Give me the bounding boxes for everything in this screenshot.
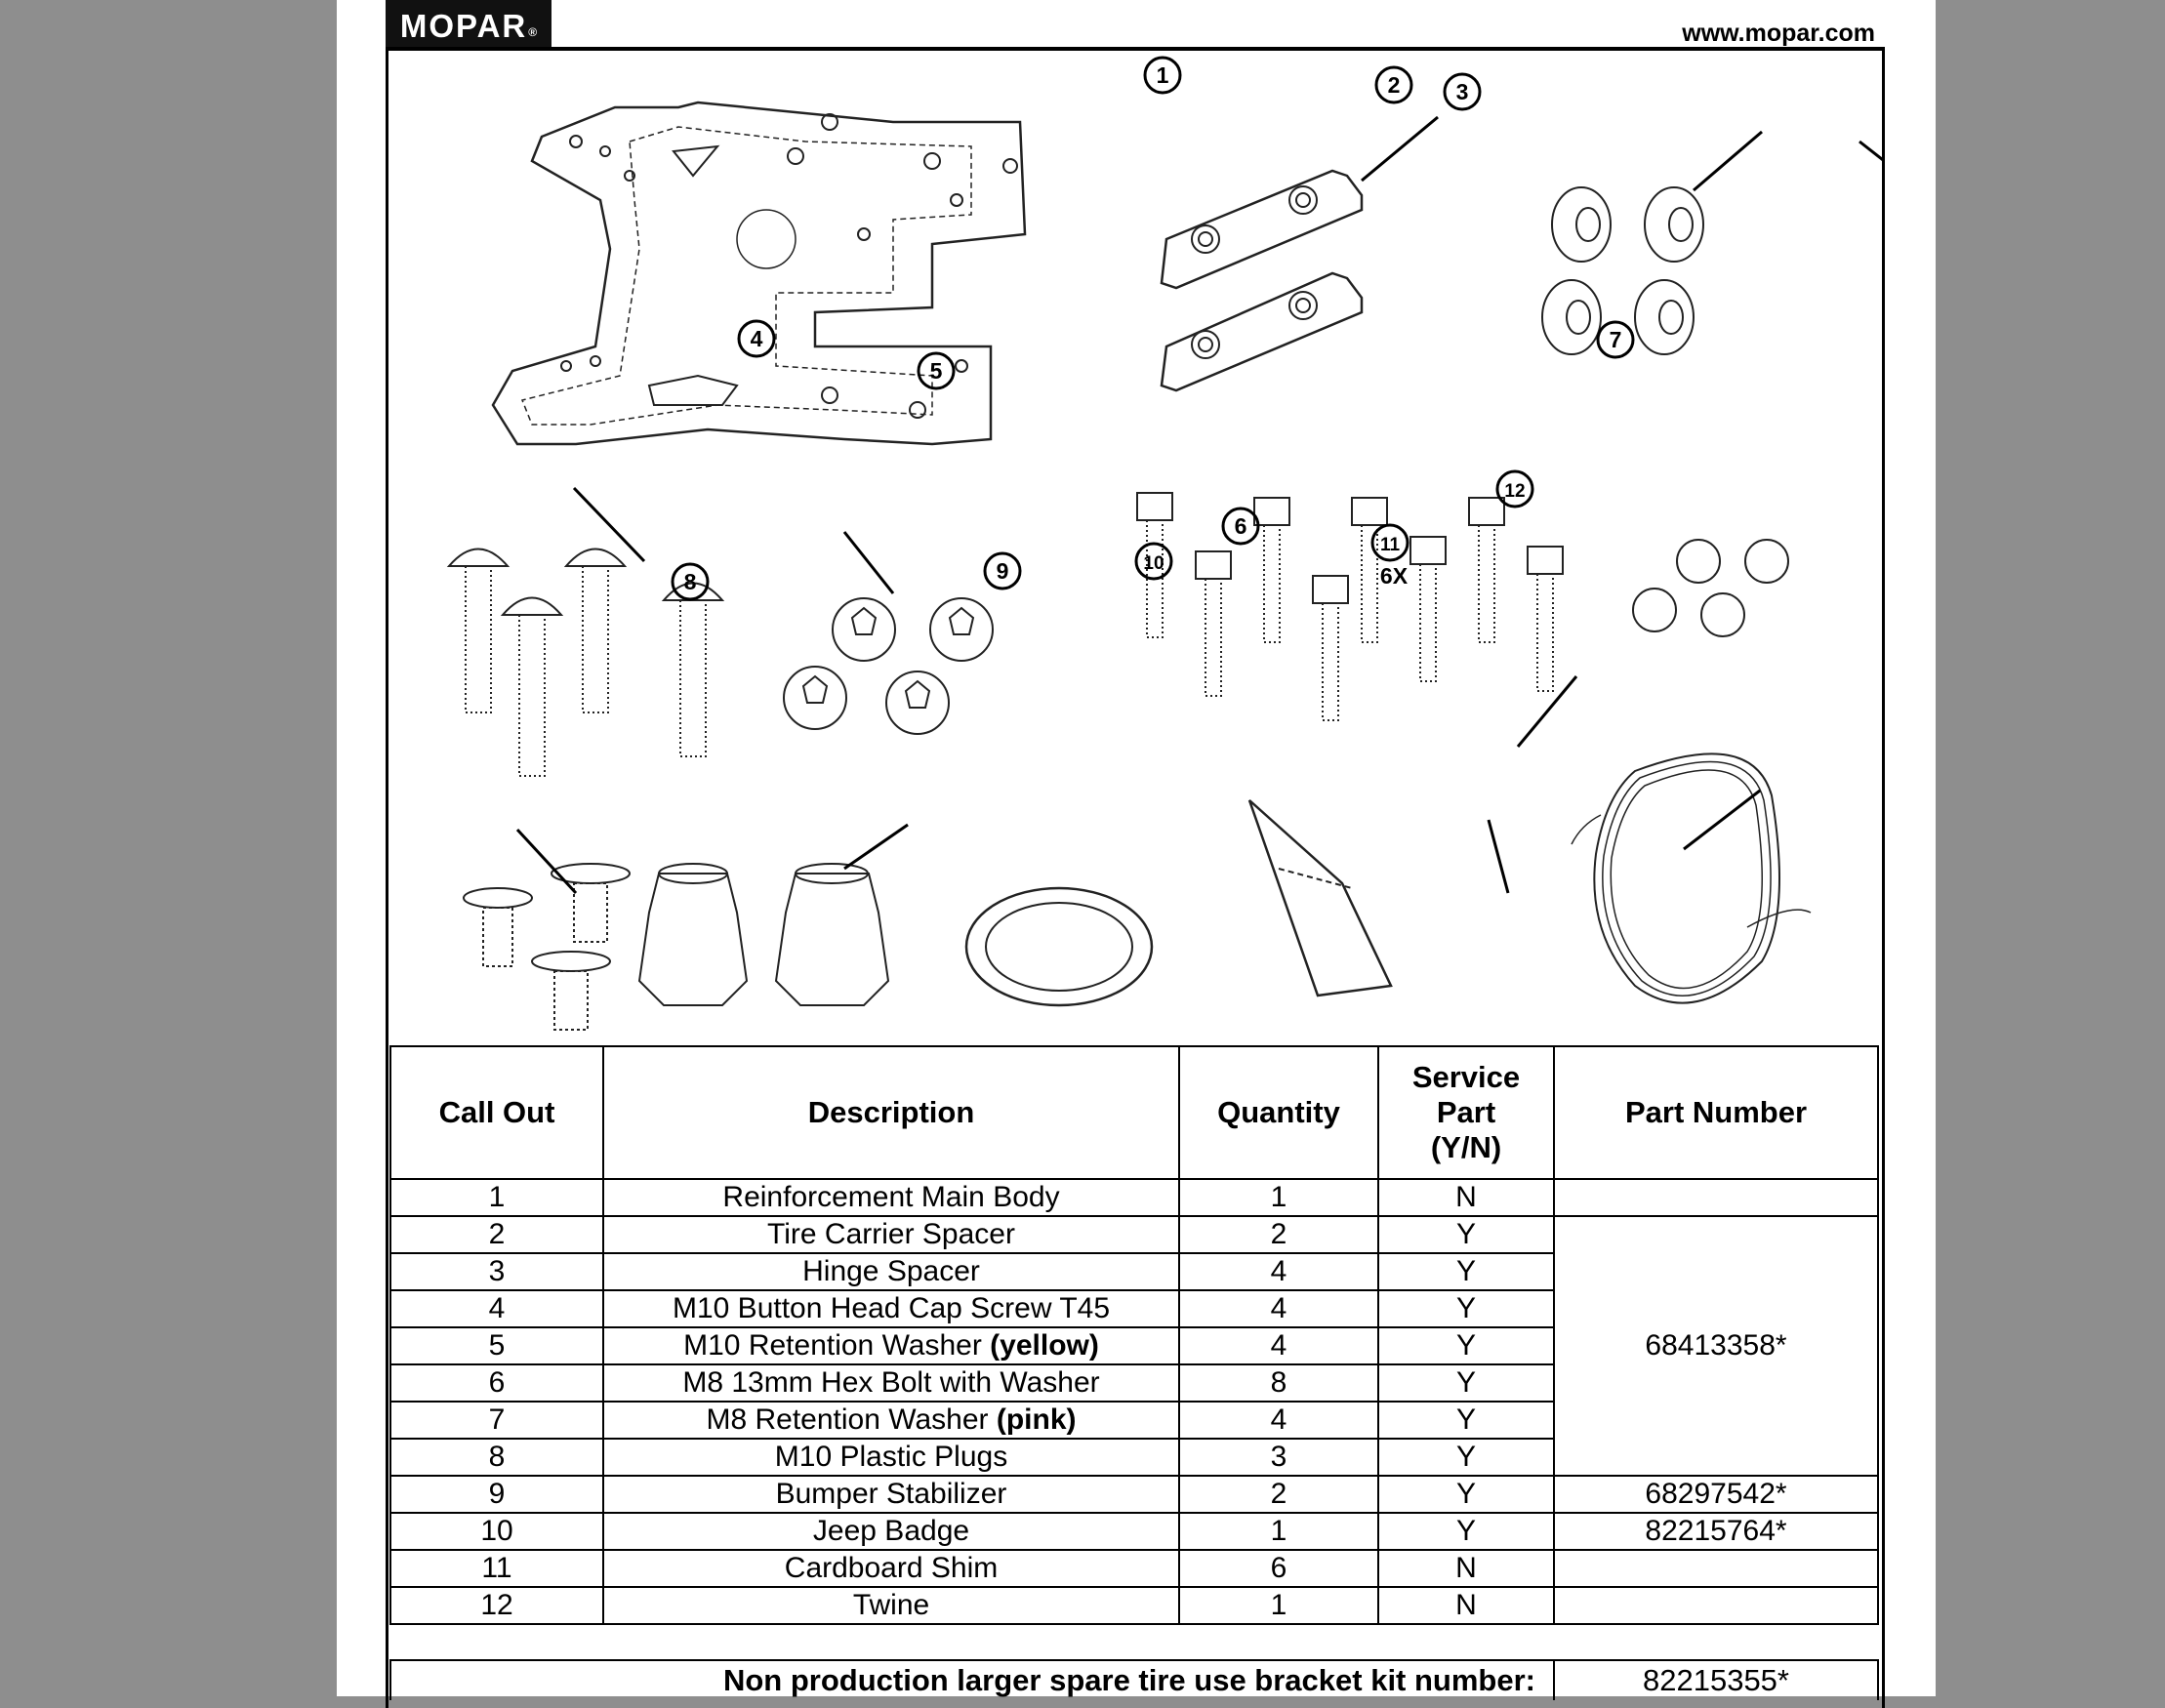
table-row: [390, 1550, 1878, 1587]
callout-number-2: 2: [1387, 72, 1401, 98]
website-url: www.mopar.com: [1682, 20, 1875, 47]
cell-description: M10 Plastic Plugs: [603, 1439, 1179, 1476]
cell-description: Reinforcement Main Body: [603, 1179, 1179, 1216]
cell-service: N: [1378, 1550, 1554, 1587]
cell-callout: 10: [390, 1513, 603, 1550]
cell-service: Y: [1378, 1216, 1554, 1253]
header-part-number: Part Number: [1554, 1046, 1878, 1179]
parts-diagram: [386, 54, 1885, 1039]
callout-number-11: 11: [1379, 535, 1401, 555]
cell-service: N: [1378, 1587, 1554, 1624]
cell-service: N: [1378, 1179, 1554, 1216]
table-row: [390, 1216, 1878, 1253]
cell-quantity: 6: [1179, 1550, 1378, 1587]
callout-number-1: 1: [1156, 62, 1169, 88]
cell-description: Cardboard Shim: [603, 1550, 1179, 1587]
cell-service: Y: [1378, 1439, 1554, 1476]
description-text: M8 Retention Washer: [706, 1403, 997, 1436]
description-color-note: (yellow): [990, 1329, 1099, 1362]
cell-callout: 7: [390, 1402, 603, 1439]
table-row: [390, 1513, 1878, 1550]
header-service-line-2: Part: [1436, 1095, 1496, 1129]
cell-callout: 1: [390, 1179, 603, 1216]
cell-quantity: 8: [1179, 1364, 1378, 1402]
cell-service: Y: [1378, 1253, 1554, 1290]
kit-number: 82215355*: [1554, 1660, 1878, 1700]
description-color-note: (pink): [996, 1403, 1077, 1436]
cell-callout: 11: [390, 1550, 603, 1587]
cell-callout: 5: [390, 1327, 603, 1364]
part-2-tire-carrier-spacer: [1162, 171, 1362, 390]
callout-number-7: 7: [1609, 327, 1622, 352]
callout-number-12: 12: [1504, 481, 1526, 502]
callout-number-10: 10: [1143, 553, 1164, 574]
kit-label: Non production larger spare tire use bracket kit number:: [390, 1660, 1554, 1700]
cell-quantity: 4: [1179, 1290, 1378, 1327]
cell-description: Tire Carrier Spacer: [603, 1216, 1179, 1253]
part-3-hinge-spacer: [1542, 187, 1703, 354]
part-7-small-retention-washers: [1633, 540, 1788, 636]
callout-number-8: 8: [683, 569, 697, 594]
document-page: [337, 0, 1936, 1696]
part-5-retention-washers: [784, 598, 993, 734]
cell-description: Twine: [603, 1587, 1179, 1624]
cell-service: Y: [1378, 1476, 1554, 1513]
part-1-reinforcement-main-body: [493, 102, 1025, 444]
cell-callout: 12: [390, 1587, 603, 1624]
cell-callout: 3: [390, 1253, 603, 1290]
cell-part-number: 68297542*: [1554, 1476, 1878, 1513]
cell-part-number-empty: [1554, 1550, 1878, 1587]
cell-quantity: 1: [1179, 1513, 1378, 1550]
part-10-jeep-badge: [966, 888, 1152, 1005]
logo-registered-mark: ®: [528, 25, 538, 39]
part-12-twine: [1572, 753, 1811, 1002]
table-header-row: [390, 1046, 1878, 1179]
cell-callout: 4: [390, 1290, 603, 1327]
cell-service: Y: [1378, 1402, 1554, 1439]
cell-part-number: 82215764*: [1554, 1513, 1878, 1550]
cell-service: Y: [1378, 1364, 1554, 1402]
header-quantity: Quantity: [1179, 1046, 1378, 1179]
description-text: M10 Retention Washer: [683, 1329, 991, 1362]
part-8-plastic-plugs: [464, 864, 630, 1030]
cell-description: [603, 1327, 1179, 1364]
kit-number-table: [389, 1659, 1879, 1700]
cell-quantity: 3: [1179, 1439, 1378, 1476]
table-row: [390, 1476, 1878, 1513]
cell-quantity: 1: [1179, 1179, 1378, 1216]
cell-callout: 9: [390, 1476, 603, 1513]
kit-row: [390, 1660, 1878, 1700]
header-callout: Call Out: [390, 1046, 603, 1179]
callout-number-3: 3: [1455, 79, 1469, 104]
quantity-annotation-6x: 6X: [1379, 563, 1409, 589]
parts-table: [389, 1045, 1879, 1625]
header-service-part: [1378, 1046, 1554, 1179]
cell-part-number-empty: [1554, 1587, 1878, 1624]
table-row: [390, 1179, 1878, 1216]
header-description: Description: [603, 1046, 1179, 1179]
cell-quantity: 2: [1179, 1476, 1378, 1513]
callout-number-9: 9: [996, 558, 1009, 584]
cell-part-number-empty: [1554, 1179, 1878, 1216]
cell-quantity: 4: [1179, 1327, 1378, 1364]
mopar-logo: [386, 0, 551, 49]
cell-service: Y: [1378, 1513, 1554, 1550]
cell-quantity: 1: [1179, 1587, 1378, 1624]
callout-number-4: 4: [750, 326, 763, 351]
header-service-line-3: (Y/N): [1430, 1130, 1502, 1164]
cell-description: Hinge Spacer: [603, 1253, 1179, 1290]
callout-circles: [673, 58, 1633, 599]
part-4-button-head-screws: [449, 549, 722, 777]
cell-callout: 6: [390, 1364, 603, 1402]
cell-part-number-kit: 68413358*: [1554, 1216, 1878, 1476]
cell-callout: 2: [390, 1216, 603, 1253]
header-service-line-1: Service: [1411, 1060, 1521, 1094]
cell-description: M10 Button Head Cap Screw T45: [603, 1290, 1179, 1327]
cell-service: Y: [1378, 1290, 1554, 1327]
cell-description: M8 13mm Hex Bolt with Washer: [603, 1364, 1179, 1402]
part-9-bumper-stabilizers: [639, 864, 888, 1005]
part-11-cardboard-shim: [1249, 800, 1391, 996]
cell-callout: 8: [390, 1439, 603, 1476]
cell-description: Jeep Badge: [603, 1513, 1179, 1550]
cell-quantity: 2: [1179, 1216, 1378, 1253]
table-row: [390, 1587, 1878, 1624]
callout-number-6: 6: [1234, 513, 1247, 539]
cell-description: Bumper Stabilizer: [603, 1476, 1179, 1513]
cell-service: Y: [1378, 1327, 1554, 1364]
cell-quantity: 4: [1179, 1402, 1378, 1439]
cell-quantity: 4: [1179, 1253, 1378, 1290]
part-6-hex-bolts: [1137, 493, 1563, 720]
cell-description: [603, 1402, 1179, 1439]
callout-number-5: 5: [929, 358, 943, 384]
logo-text: MOPAR: [399, 8, 528, 44]
